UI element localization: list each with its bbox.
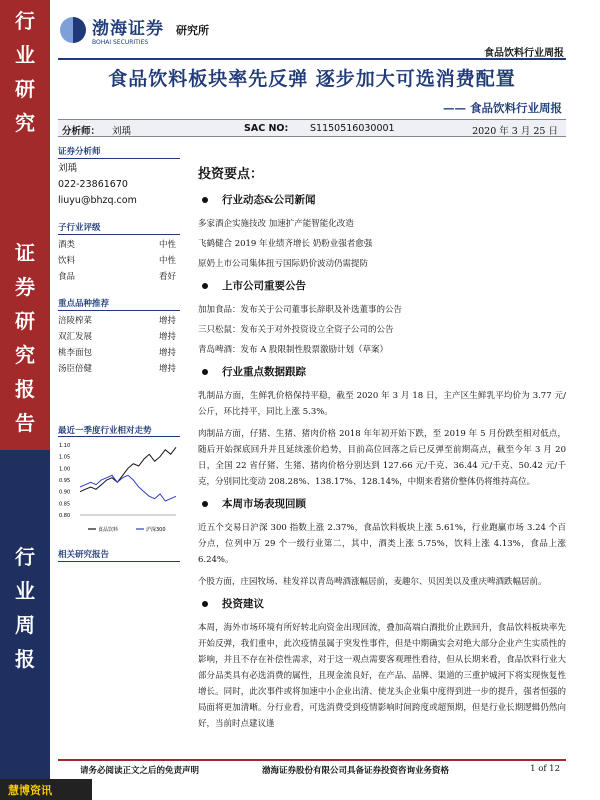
bullet-icon <box>202 601 208 607</box>
paragraph: 近五个交易日沪深 300 指数上涨 2.37%，食品饮料板块上涨 5.61%，行业跑赢市场 3.24 个百分点，位列申万 29 个一级行业第二，其中，酒类上涨 5.75%，饮料上涨 4.13%，食品上涨 6.24%。 <box>198 523 566 565</box>
logo-mark-icon <box>60 17 86 43</box>
bullet-text: 行业重点数据跟踪 <box>222 366 306 378</box>
rating-name: 酒类 <box>58 240 76 250</box>
rating-row <box>58 237 180 253</box>
pick-name: 涪陵榨菜 <box>58 316 93 326</box>
side-bar-bottom <box>0 450 50 800</box>
logo-cn: 渤海证券 <box>92 19 164 39</box>
bullet-text: 上市公司重要公告 <box>222 280 306 292</box>
side-char: 研 <box>15 309 35 333</box>
logo-en: BOHAI SECURITIES <box>92 39 149 46</box>
paragraph: 乳制品方面，生鲜乳价格保持平稳，截至 2020 年 3 月 18 日，主产区生鲜乳平均价为 3.77 元/公斤，环比持平，同比上涨 5.3%。 <box>198 391 566 417</box>
side-char: 报 <box>15 377 35 401</box>
report-subtitle: —— 食品饮料行业周报 <box>442 101 562 115</box>
related-reports <box>58 548 180 564</box>
bullet-icon <box>202 501 208 507</box>
analyst-phone: 022-23861670 <box>58 179 128 190</box>
y-tick-label: 1.10 <box>59 443 71 449</box>
paragraph: 三只松鼠：发布关于对外投资设立全资子公司的公告 <box>198 325 394 335</box>
bullet-icon <box>202 283 208 289</box>
pick-rating: 增持 <box>158 348 176 358</box>
sac-number: S1150516030001 <box>310 123 395 134</box>
side-char: 证 <box>15 241 35 265</box>
analyst-name-line: 刘瑀 <box>58 163 78 174</box>
info-bar <box>58 119 566 137</box>
side-bar-top <box>0 0 50 150</box>
pick-rating: 增持 <box>158 364 176 374</box>
bullet-icon <box>202 197 208 203</box>
pick-name: 汤臣倍健 <box>58 364 93 374</box>
side-char: 行 <box>15 9 35 33</box>
side-char: 行 <box>15 545 35 569</box>
bullet-heading <box>198 596 566 611</box>
pick-rating: 增持 <box>158 316 176 326</box>
rating-name: 饮料 <box>58 256 76 266</box>
analyst-email[interactable]: liuyu@bhzq.com <box>58 195 137 206</box>
side-char: 券 <box>15 275 35 299</box>
pick-name: 桃李面包 <box>58 348 93 358</box>
bullet-heading <box>198 364 566 379</box>
paragraph: 加加食品：发布关于公司董事长辞职及补选董事的公告 <box>198 305 403 315</box>
paragraph: 肉制品方面，仔猪、生猪、猪肉价格 2018 年年初开始下跌，至 2019 年 5 月份跌至相对低点，随后开始探底回升并且延续涨价趋势，目前高位回落之后已反弹至前期高点，截至今年 3 月 20 日，全国 22 省仔猪、生猪、猪肉价格分别达到 127.66 元/千克、36.44 元/千克、50.42 元/千克，分别同比变动 208.28%、138.17%、128.14%，中期来看猪价整体仍将维持高位。 <box>198 429 566 487</box>
rating-value: 看好 <box>158 272 176 282</box>
paragraph: 多家酒企实施技改 加速扩产能智能化改造 <box>198 219 354 229</box>
bullet-heading <box>198 192 566 207</box>
rating-value: 中性 <box>158 256 176 266</box>
pick-row <box>58 313 180 329</box>
pick-rating: 增持 <box>158 332 176 342</box>
analyst-label: 分析师： <box>62 126 101 137</box>
side-char: 研 <box>15 77 35 101</box>
disclaimer-note: 请务必阅读正文之后的免责声明 <box>80 766 200 776</box>
company-qualification: 渤海证券股份有限公司具备证券投资咨询业务资格 <box>262 766 450 776</box>
pick-row <box>58 329 180 345</box>
side-char: 究 <box>15 343 35 367</box>
legend-label: 食品饮料 <box>98 527 119 533</box>
sac-label: SAC NO: <box>244 123 289 134</box>
y-tick-label: 0.95 <box>59 478 71 484</box>
series-line-1 <box>80 447 176 491</box>
y-tick-label: 0.90 <box>59 489 71 496</box>
report-type: 食品饮料行业周报 <box>484 48 564 59</box>
chart-title: 最近一季度行业相对走势 <box>58 424 180 437</box>
source-badge: 慧博资讯 <box>0 779 92 800</box>
side-char: 周 <box>15 613 35 637</box>
report-title: 食品饮料板块率先反弹 逐步加大可选消费配置 <box>108 68 516 90</box>
paragraph: 个股方面，庄园牧场、桂发祥以青岛啤酒涨幅居前，麦趣尔、贝因美以及重庆啤酒跌幅居前。 <box>198 577 547 587</box>
analyst-name: 刘瑀 <box>112 126 132 137</box>
y-tick-label: 1.00 <box>59 466 71 473</box>
key-points-heading: 投资要点： <box>198 167 264 182</box>
page-number: 1 of 12 <box>530 764 560 774</box>
bullet-text: 行业动态&公司新闻 <box>222 194 316 206</box>
side-bar-gap <box>0 150 50 230</box>
chart-svg <box>58 437 180 537</box>
bullet-heading <box>198 278 566 293</box>
related-section-heading: 相关研究报告 <box>58 548 180 562</box>
y-tick-label: 1.05 <box>59 454 71 461</box>
side-char: 究 <box>15 111 35 135</box>
rating-value: 中性 <box>158 240 176 250</box>
paragraph: 原奶上市公司集体扭亏国际奶价波动仍需提防 <box>198 259 369 269</box>
paragraph: 飞鹤健合 2019 年业绩齐增长 奶粉业强者愈强 <box>198 239 373 249</box>
legend-label: 沪深300 <box>146 527 166 533</box>
company-logo <box>60 14 209 46</box>
bullet-icon <box>202 369 208 375</box>
analyst-contact <box>58 161 180 209</box>
y-tick-label: 0.85 <box>59 501 71 508</box>
header-rule <box>58 58 566 60</box>
side-char: 业 <box>15 579 35 603</box>
report-date: 2020 年 3 月 25 日 <box>472 126 558 137</box>
bullet-text: 投资建议 <box>222 598 264 610</box>
side-char: 报 <box>15 647 35 671</box>
rating-row <box>58 269 180 285</box>
paragraph: 青岛啤酒：发布 A 股限制性股票激励计划（草案） <box>198 345 389 355</box>
relative-trend-chart <box>58 424 180 533</box>
left-column <box>58 145 180 377</box>
rating-row <box>58 253 180 269</box>
main-content <box>198 163 566 738</box>
bullet-heading <box>198 496 566 511</box>
analyst-section-heading: 证券分析师 <box>58 145 180 159</box>
side-char: 业 <box>15 43 35 67</box>
institute-label: 研究所 <box>176 24 209 37</box>
side-bar-middle <box>0 230 50 450</box>
rating-name: 食品 <box>58 272 76 282</box>
pick-name: 双汇发展 <box>58 332 93 342</box>
footer-rule <box>58 759 566 761</box>
picks-section-heading: 重点品种推荐 <box>58 297 180 311</box>
bullet-text: 本周市场表现回顾 <box>222 498 306 510</box>
paragraph: 本周，海外市场环境有所好转北向资金出现回流，叠加高端白酒批价止跌回升，食品饮料板块率先开始反弹，我们重申，此次疫情虽属于突发性事件，但是中期确实会对绝大部分企业产生实质性的影响，并且不存在补偿性需求，对于这一观点需要客观理性看待，但从长期来看，食品饮料行业大部分品类具有必选消费的属性，且现金流良好，在产品、品牌、渠道的三重护城河下将实现恢复性增长。同时，此次事件或将加速中小企业出清、使龙头企业集中度得到进一步的提升，强者恒强的局面将更加清晰。分行业看，可选消费受到疫情影响时间跨度或超预期，但是行业长期逻辑仍然向好，当前时点建议逢 <box>198 623 566 729</box>
pick-row <box>58 361 180 377</box>
y-tick-label: 0.80 <box>59 513 71 519</box>
pick-row <box>58 345 180 361</box>
side-char: 告 <box>15 411 35 435</box>
rating-section-heading: 子行业评级 <box>58 221 180 235</box>
